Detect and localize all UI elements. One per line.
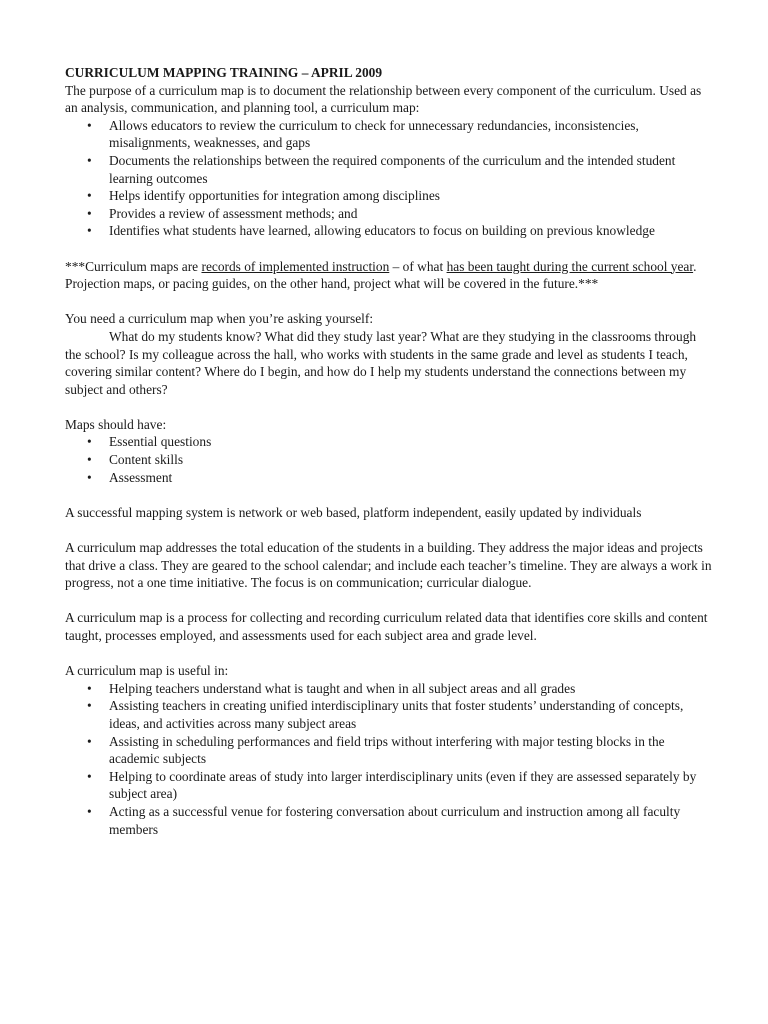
need-questions: What do my students know? What did they study last year? What are they studying in the classrooms through the school? Is my colleague across the hall, who works with students in the same grade and level as students I teach, covering similar content? Where do I begin, and how do I help my students understand the connections between my subject and others? [65,328,697,397]
system-paragraph: A successful mapping system is network or web based, platform independent, easily updated by individuals [65,504,642,520]
list-item-text: Assisting in scheduling performances and field trips without interfering with major testing blocks in the academic subjects [109,733,665,767]
list-item [87,768,715,803]
bullet-icon: • [87,452,92,468]
spacer [65,645,715,663]
list-item-text: Documents the relationships between the required components of the curriculum and the intended student learning outcomes [109,152,676,186]
bullet-icon: • [87,698,92,714]
list-item [87,803,715,838]
list-item [87,451,715,469]
spacer [65,240,715,258]
list-item [87,433,715,451]
bullet-icon: • [87,117,92,133]
maps-bullet-list [65,433,715,486]
need-lead: You need a curriculum map when you’re asking yourself: [65,311,374,327]
list-item [87,187,715,205]
maps-lead: Maps should have: [65,416,167,432]
list-item [87,733,715,768]
intro-paragraph: The purpose of a curriculum map is to document the relationship between every component of the curriculum. Used as an analysis, communication, and planning tool, a curriculum map: [65,82,702,116]
document-title: CURRICULUM MAPPING TRAINING – APRIL 2009 [65,65,383,80]
spacer [65,592,715,610]
process-paragraph: A curriculum map is a process for collecting and recording curriculum related data that identifies core skills and content taught, processes employed, and assessments used for each subject area and grade level. [65,610,708,643]
spacer [65,486,715,504]
bullet-icon: • [87,733,92,749]
list-item-text: Helping to coordinate areas of study into larger interdisciplinary units (even if they are assessed separately by subject area) [109,768,697,802]
list-item-text: Assessment [109,469,173,485]
bullet-icon: • [87,680,92,696]
list-item-text: Helping teachers understand what is taught and when in all subject areas and all grades [109,680,576,696]
bullet-icon: • [87,205,92,221]
spacer [65,521,715,539]
list-item-text: Allows educators to review the curriculum to check for unnecessary redundancies, inconsistencies, misalignments, weaknesses, and gaps [109,117,639,151]
list-item [87,205,715,223]
bullet-icon: • [87,152,92,168]
bullet-icon: • [87,803,92,819]
list-item [87,680,715,698]
intro-bullet-list [65,117,715,240]
bullet-icon: • [87,768,92,784]
list-item [87,152,715,187]
list-item [87,697,715,732]
list-item-text: Acting as a successful venue for fostering conversation about curriculum and instruction among all faculty members [109,803,681,837]
list-item-text: Essential questions [109,434,212,450]
bullet-icon: • [87,469,92,485]
spacer [65,398,715,416]
list-item-text: Assisting teachers in creating unified interdisciplinary units that foster students’ understanding of concepts, ideas, and activities across many subject areas [109,698,684,731]
list-item [87,117,715,152]
bullet-icon: • [87,223,92,239]
curriculum-note [65,258,715,293]
list-item [87,222,715,240]
spacer [65,293,715,311]
document-page [65,64,715,838]
useful-lead: A curriculum map is useful in: [65,663,229,679]
note-underline-taught: has been taught during the current school year [446,258,694,274]
list-item-text: Helps identify opportunities for integration among disciplines [109,188,440,204]
list-item-text: Provides a review of assessment methods; and [109,205,358,221]
useful-bullet-list [65,680,715,838]
note-underline-implemented: records of implemented instruction [201,258,390,274]
note-text: – of what [389,258,447,274]
bullet-icon: • [87,434,92,450]
list-item [87,469,715,487]
addresses-paragraph: A curriculum map addresses the total education of the students in a building. They address the major ideas and projects that drive a class. They are geared to the school calendar; and include each teacher’s timeline. They are always a work in progress, not a one time initiative. The focus is on communication; curricular dialogue. [65,540,712,591]
bullet-icon: • [87,188,92,204]
list-item-text: Identifies what students have learned, allowing educators to focus on building on previous knowledge [109,223,655,239]
list-item-text: Content skills [109,452,184,468]
note-text: ***Curriculum maps are [65,258,202,274]
note-text: . Projection maps, or pacing guides, on the other hand, project what will be covered in the future.*** [65,258,697,292]
